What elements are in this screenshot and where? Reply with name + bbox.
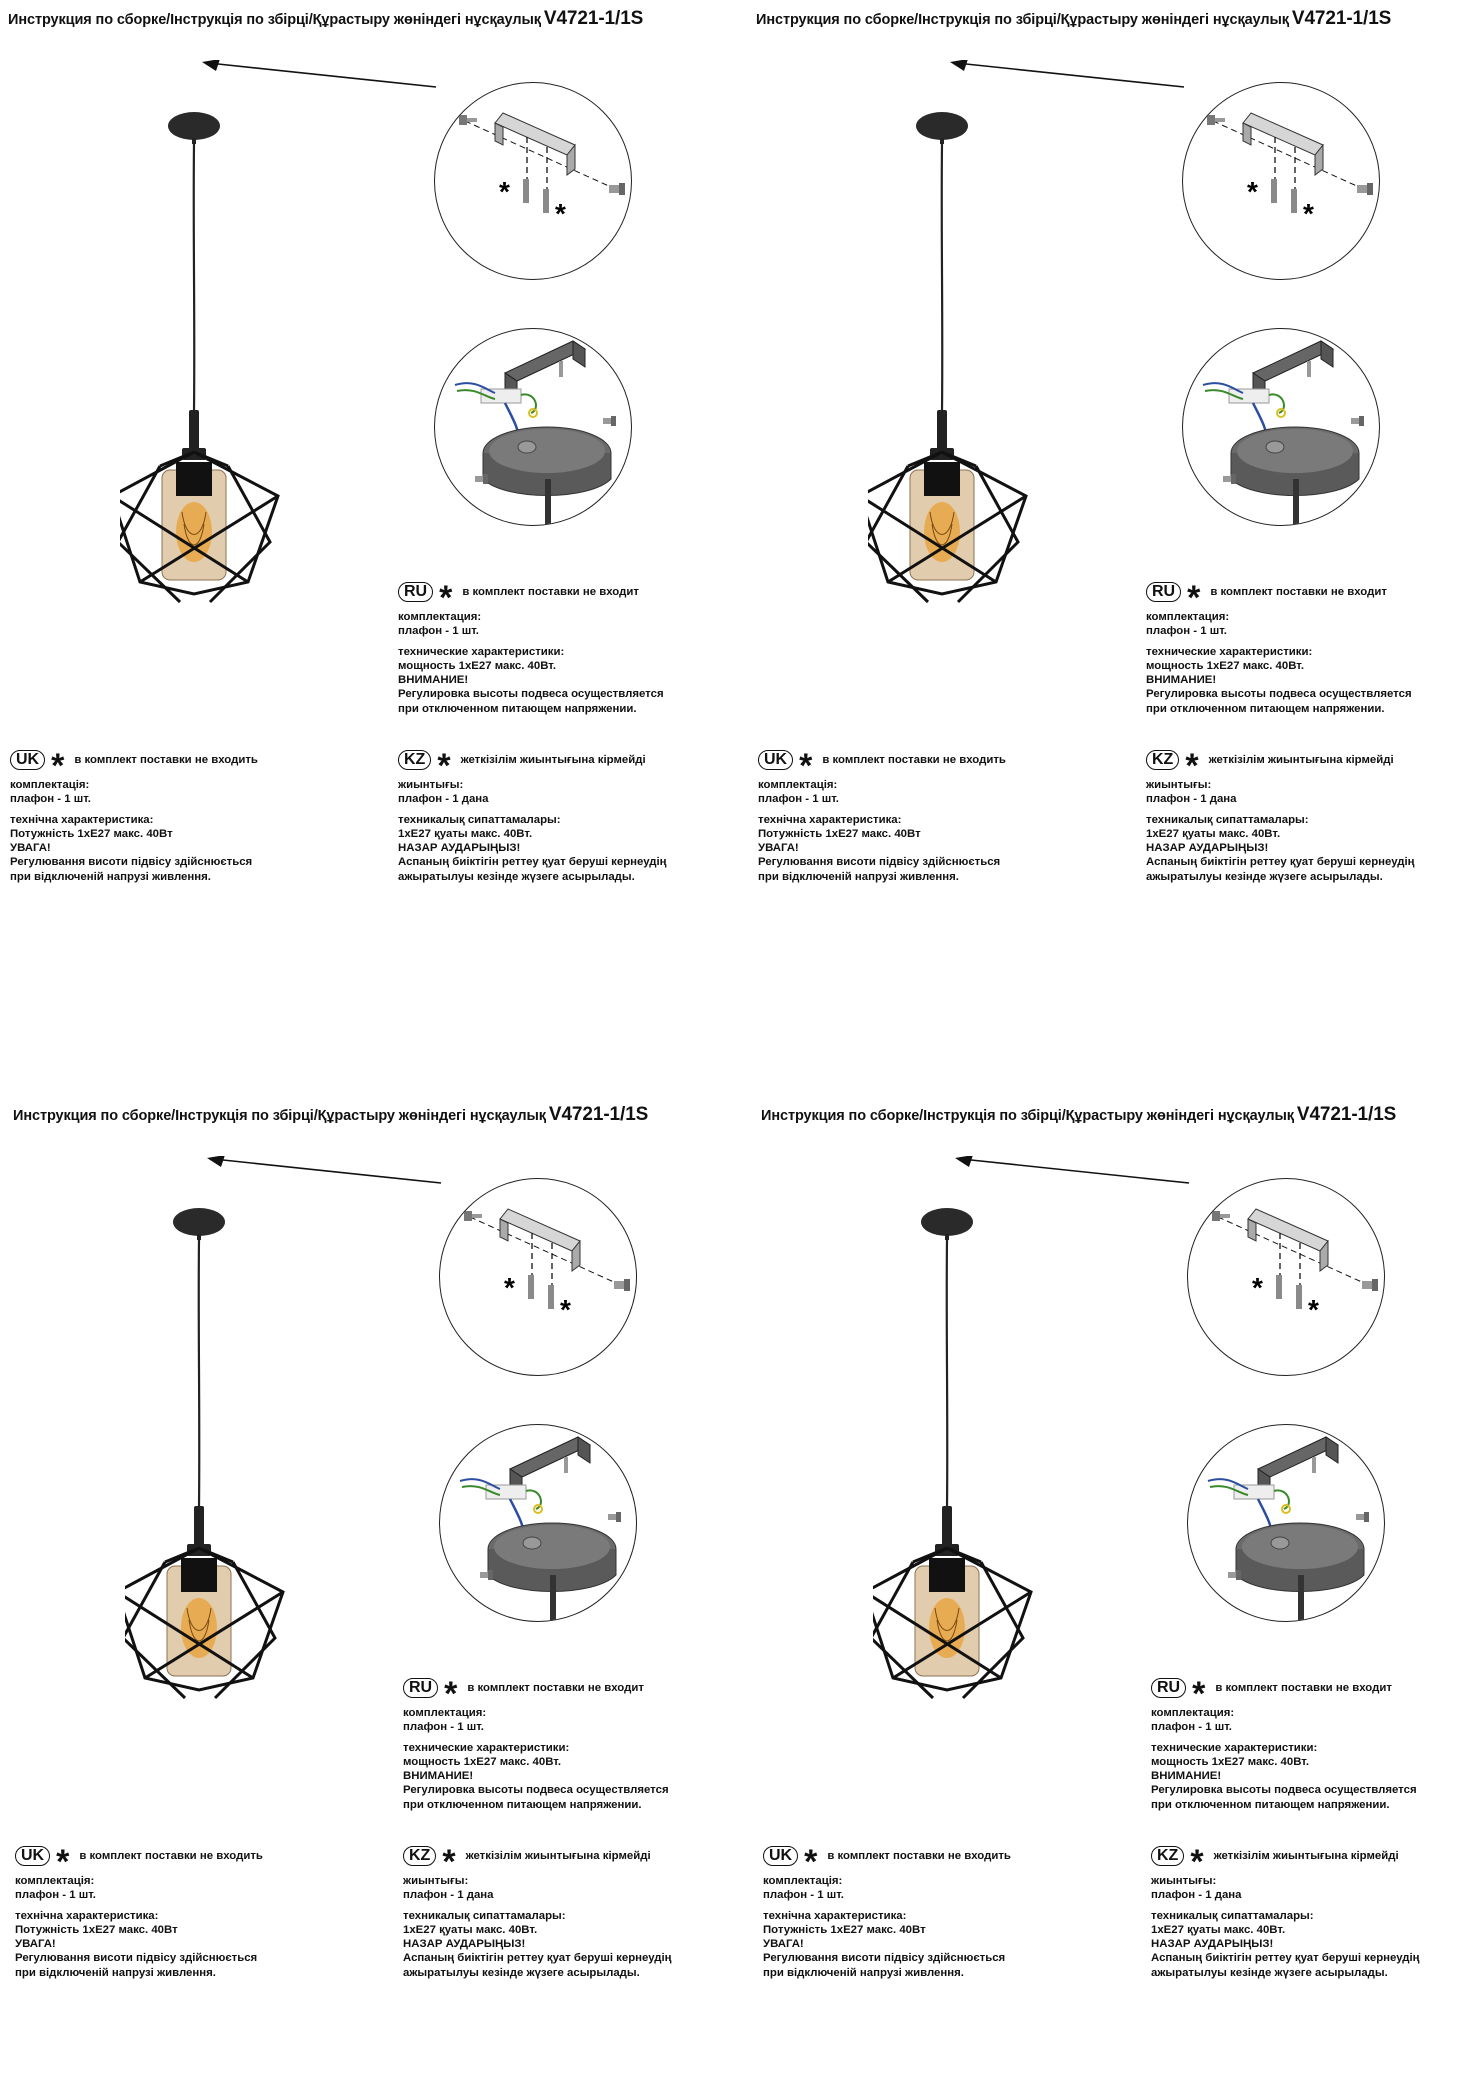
screw-icon xyxy=(603,416,616,426)
warning-text: при відключеній напрузі живлення. xyxy=(758,870,959,883)
screw-icon xyxy=(475,474,488,484)
warning-text: Регулировка высоты подвеса осуществляется xyxy=(1151,1784,1417,1797)
pointer-arrow xyxy=(200,60,440,90)
warning-heading: УВАГА! xyxy=(15,1938,56,1951)
ru-instructions xyxy=(1146,580,1412,716)
package-label: комплектація: xyxy=(10,779,90,791)
warning-heading: ВНИМАНИЕ! xyxy=(1146,674,1217,687)
asterisk-mark: * xyxy=(437,747,451,785)
warning-text: Аспаның биіктігін реттеу қуат беруші кернеудің xyxy=(1151,1952,1420,1965)
asterisk-mark: * xyxy=(56,1843,70,1881)
ceiling-canopy xyxy=(168,112,220,140)
page-title xyxy=(13,1104,648,1126)
package-label: комплектация: xyxy=(1151,1707,1235,1719)
uk-language-badge: UK xyxy=(758,750,793,770)
asterisk-mark: * xyxy=(804,1843,818,1881)
power-spec: 1хЕ27 қуаты макс. 40Вт. xyxy=(398,827,533,840)
specs-label: техникалық сипаттамалары: xyxy=(398,813,561,826)
specs-label: технические характеристики: xyxy=(1151,1741,1318,1754)
screw-icon xyxy=(459,115,477,125)
power-spec: 1хЕ27 қуаты макс. 40Вт. xyxy=(1151,1923,1286,1936)
uk-instructions xyxy=(10,748,258,884)
package-label: жиынтығы: xyxy=(398,779,464,791)
pointer-arrow xyxy=(948,60,1188,90)
package-content: плафон - 1 дана xyxy=(1146,793,1237,806)
mounting-bracket xyxy=(1248,1209,1328,1251)
warning-text: ажыратылуы кезінде жүзеге асырылады. xyxy=(1151,1966,1388,1979)
warning-text: Регулировка высоты подвеса осуществляется xyxy=(403,1784,669,1797)
not-included-note: жеткізілім жиынтығына кірмейді xyxy=(460,753,646,766)
specs-label: технічна характеристика: xyxy=(10,813,154,826)
package-content: плафон - 1 шт. xyxy=(1151,1721,1232,1734)
warning-text: Аспаның биіктігін реттеу қуат беруші кернеудің xyxy=(403,1952,672,1965)
screw-icon xyxy=(1223,474,1236,484)
bracket-mounting-diagram xyxy=(1182,82,1380,280)
warning-text: при отключенном питающем напряжении. xyxy=(398,702,637,715)
wall-plug-icon xyxy=(1271,179,1277,203)
asterisk-mark: * xyxy=(555,198,566,229)
package-content: плафон - 1 шт. xyxy=(403,1721,484,1734)
instruction-sheet xyxy=(0,0,732,1000)
wiring-connection-diagram xyxy=(1182,328,1380,526)
screw-icon xyxy=(1351,416,1364,426)
screw-icon xyxy=(1356,1512,1369,1522)
screw-icon xyxy=(614,1279,630,1291)
suspension-cord xyxy=(942,144,943,412)
wiring-connection-diagram xyxy=(439,1424,637,1622)
package-label: комплектация: xyxy=(403,1707,487,1719)
package-content: плафон - 1 шт. xyxy=(10,793,91,806)
wiring-connection-diagram xyxy=(1187,1424,1385,1622)
page-title xyxy=(756,8,1391,30)
warning-text: Регулювання висоти підвісу здійснюється xyxy=(10,856,253,869)
package-content: плафон - 1 шт. xyxy=(1146,625,1227,638)
specs-label: техникалық сипаттамалары: xyxy=(403,1909,566,1922)
suspension-cord xyxy=(199,1240,200,1508)
not-included-note: в комплект поставки не входить xyxy=(822,753,1006,766)
suspension-cord xyxy=(947,1240,948,1508)
pendant-lamp-illustration xyxy=(868,112,1058,632)
kz-instructions xyxy=(403,1844,672,1980)
power-spec: Потужність 1хЕ27 макс. 40Вт xyxy=(758,827,921,840)
package-content: плафон - 1 шт. xyxy=(763,1889,844,1902)
power-spec: Потужність 1хЕ27 макс. 40Вт xyxy=(15,1923,178,1936)
asterisk-mark: * xyxy=(560,1294,571,1325)
specs-label: технічна характеристика: xyxy=(763,1909,907,1922)
kz-language-badge: KZ xyxy=(403,1846,436,1866)
package-label: комплектація: xyxy=(763,1875,843,1887)
pendant-lamp-illustration xyxy=(120,112,310,632)
wall-plug-icon xyxy=(528,1275,534,1299)
asterisk-mark: * xyxy=(1185,747,1199,785)
ru-instructions xyxy=(403,1676,669,1812)
screw-icon xyxy=(464,1211,482,1221)
model-number: V4721-1/1S xyxy=(1296,1104,1397,1125)
instruction-sheet xyxy=(748,0,1465,1000)
asterisk-mark: * xyxy=(1247,176,1258,207)
lamp-holder xyxy=(194,1506,204,1546)
package-label: жиынтығы: xyxy=(403,1875,469,1887)
power-spec: Потужність 1хЕ27 макс. 40Вт xyxy=(763,1923,926,1936)
pendant-lamp-illustration xyxy=(125,1208,315,1728)
page-title xyxy=(8,8,643,30)
instruction-sheet xyxy=(753,1096,1465,2096)
kz-language-badge: KZ xyxy=(1146,750,1179,770)
warning-text: при отключенном питающем напряжении. xyxy=(1146,702,1385,715)
asterisk-mark: * xyxy=(444,1675,458,1713)
screw-icon xyxy=(480,1570,493,1580)
warning-heading: ВНИМАНИЕ! xyxy=(1151,1770,1222,1783)
not-included-note: в комплект поставки не входит xyxy=(1210,585,1387,598)
asterisk-mark: * xyxy=(1308,1294,1319,1325)
ceiling-canopy xyxy=(921,1208,973,1236)
not-included-note: жеткізілім жиынтығына кірмейді xyxy=(1213,1849,1399,1862)
specs-label: техникалық сипаттамалары: xyxy=(1146,813,1309,826)
not-included-note: в комплект поставки не входить xyxy=(827,1849,1011,1862)
specs-label: технические характеристики: xyxy=(1146,645,1313,658)
package-label: комплектація: xyxy=(758,779,838,791)
not-included-note: в комплект поставки не входит xyxy=(462,585,639,598)
warning-text: при відключеній напрузі живлення. xyxy=(10,870,211,883)
asterisk-mark: * xyxy=(499,176,510,207)
warning-heading: ВНИМАНИЕ! xyxy=(398,674,469,687)
power-spec: Потужність 1хЕ27 макс. 40Вт xyxy=(10,827,173,840)
uk-language-badge: UK xyxy=(15,1846,50,1866)
asterisk-mark: * xyxy=(51,747,65,785)
kz-instructions xyxy=(1146,748,1415,884)
kz-instructions xyxy=(1151,1844,1420,1980)
warning-text: Регулировка высоты подвеса осуществляется xyxy=(1146,688,1412,701)
lamp-holder xyxy=(937,410,947,450)
warning-text: Регулировка высоты подвеса осуществляется xyxy=(398,688,664,701)
asterisk-mark: * xyxy=(439,579,453,617)
package-content: плафон - 1 шт. xyxy=(758,793,839,806)
warning-heading: НАЗАР АУДАРЫҢЫЗ! xyxy=(1151,1938,1274,1951)
power-spec: 1хЕ27 қуаты макс. 40Вт. xyxy=(403,1923,538,1936)
screw-icon xyxy=(609,183,625,195)
package-label: жиынтығы: xyxy=(1151,1875,1217,1887)
screw-icon xyxy=(608,1512,621,1522)
ru-language-badge: RU xyxy=(403,1678,438,1698)
wiring-connection-diagram xyxy=(434,328,632,526)
warning-heading: ВНИМАНИЕ! xyxy=(403,1770,474,1783)
title-text: Инструкция по сборке/Інструкція по збірці/Құрастыру жөніндегі нұсқаулық xyxy=(761,1108,1294,1124)
warning-heading: УВАГА! xyxy=(763,1938,804,1951)
model-number: V4721-1/1S xyxy=(1291,8,1392,29)
uk-language-badge: UK xyxy=(10,750,45,770)
mounting-bracket xyxy=(500,1209,580,1251)
warning-text: Аспаның биіктігін реттеу қуат беруші кернеудің xyxy=(1146,856,1415,869)
package-content: плафон - 1 дана xyxy=(403,1889,494,1902)
asterisk-mark: * xyxy=(1187,579,1201,617)
kz-language-badge: KZ xyxy=(1151,1846,1184,1866)
pointer-arrow xyxy=(205,1156,445,1186)
model-number: V4721-1/1S xyxy=(543,8,644,29)
package-label: комплектация: xyxy=(398,611,482,623)
power-spec: мощность 1хЕ27 макс. 40Вт. xyxy=(398,659,557,672)
screw-icon xyxy=(1357,183,1373,195)
uk-instructions xyxy=(15,1844,263,1980)
screw-icon xyxy=(1228,1570,1241,1580)
ru-language-badge: RU xyxy=(398,582,433,602)
ru-instructions xyxy=(398,580,664,716)
warning-heading: НАЗАР АУДАРЫҢЫЗ! xyxy=(403,1938,526,1951)
asterisk-mark: * xyxy=(1252,1272,1263,1303)
power-spec: мощность 1хЕ27 макс. 40Вт. xyxy=(1151,1755,1310,1768)
kz-instructions xyxy=(398,748,667,884)
bracket-mounting-diagram xyxy=(439,1178,637,1376)
mounting-bracket xyxy=(1243,113,1323,155)
lamp-holder xyxy=(189,410,199,450)
asterisk-mark: * xyxy=(1192,1675,1206,1713)
not-included-note: в комплект поставки не входить xyxy=(79,1849,263,1862)
not-included-note: жеткізілім жиынтығына кірмейді xyxy=(465,1849,651,1862)
screw-icon xyxy=(1207,115,1225,125)
warning-heading: УВАГА! xyxy=(758,842,799,855)
asterisk-mark: * xyxy=(504,1272,515,1303)
title-text: Инструкция по сборке/Інструкція по збірці/Құрастыру жөніндегі нұсқаулық xyxy=(8,12,541,28)
package-label: комплектация: xyxy=(1146,611,1230,623)
specs-label: технічна характеристика: xyxy=(15,1909,159,1922)
warning-heading: НАЗАР АУДАРЫҢЫЗ! xyxy=(398,842,521,855)
package-label: жиынтығы: xyxy=(1146,779,1212,791)
pointer-arrow xyxy=(953,1156,1193,1186)
ceiling-canopy xyxy=(916,112,968,140)
warning-text: ажыратылуы кезінде жүзеге асырылады. xyxy=(403,1966,640,1979)
uk-language-badge: UK xyxy=(763,1846,798,1866)
warning-text: при отключенном питающем напряжении. xyxy=(403,1798,642,1811)
warning-text: при відключеній напрузі живлення. xyxy=(763,1966,964,1979)
suspension-cord xyxy=(194,144,195,412)
title-text: Инструкция по сборке/Інструкція по збірці/Құрастыру жөніндегі нұсқаулық xyxy=(13,1108,546,1124)
kz-language-badge: KZ xyxy=(398,750,431,770)
mounting-bracket xyxy=(495,113,575,155)
package-content: плафон - 1 дана xyxy=(1151,1889,1242,1902)
asterisk-mark: * xyxy=(1190,1843,1204,1881)
not-included-note: жеткізілім жиынтығына кірмейді xyxy=(1208,753,1394,766)
specs-label: технические характеристики: xyxy=(398,645,565,658)
ru-language-badge: RU xyxy=(1146,582,1181,602)
specs-label: технические характеристики: xyxy=(403,1741,570,1754)
package-content: плафон - 1 дана xyxy=(398,793,489,806)
specs-label: техникалық сипаттамалары: xyxy=(1151,1909,1314,1922)
screw-icon xyxy=(1362,1279,1378,1291)
bracket-mounting-diagram xyxy=(1187,1178,1385,1376)
package-content: плафон - 1 шт. xyxy=(398,625,479,638)
not-included-note: в комплект поставки не входить xyxy=(74,753,258,766)
package-content: плафон - 1 шт. xyxy=(15,1889,96,1902)
asterisk-mark: * xyxy=(442,1843,456,1881)
warning-text: ажыратылуы кезінде жүзеге асырылады. xyxy=(398,870,635,883)
ru-language-badge: RU xyxy=(1151,1678,1186,1698)
ceiling-canopy xyxy=(173,1208,225,1236)
warning-text: Регулювання висоти підвісу здійснюється xyxy=(763,1952,1006,1965)
power-spec: мощность 1хЕ27 макс. 40Вт. xyxy=(403,1755,562,1768)
not-included-note: в комплект поставки не входит xyxy=(1215,1681,1392,1694)
warning-text: Регулювання висоти підвісу здійснюється xyxy=(15,1952,258,1965)
page-title xyxy=(761,1104,1396,1126)
uk-instructions xyxy=(758,748,1006,884)
wall-plug-icon xyxy=(1276,1275,1282,1299)
warning-heading: НАЗАР АУДАРЫҢЫЗ! xyxy=(1146,842,1269,855)
wall-plug-icon xyxy=(523,179,529,203)
ru-instructions xyxy=(1151,1676,1417,1812)
not-included-note: в комплект поставки не входит xyxy=(467,1681,644,1694)
title-text: Инструкция по сборке/Інструкція по збірці/Құрастыру жөніндегі нұсқаулық xyxy=(756,12,1289,28)
instruction-sheet xyxy=(5,1096,737,2096)
model-number: V4721-1/1S xyxy=(548,1104,649,1125)
uk-instructions xyxy=(763,1844,1011,1980)
warning-text: при отключенном питающем напряжении. xyxy=(1151,1798,1390,1811)
power-spec: мощность 1хЕ27 макс. 40Вт. xyxy=(1146,659,1305,672)
warning-text: Аспаның биіктігін реттеу қуат беруші кернеудің xyxy=(398,856,667,869)
specs-label: технічна характеристика: xyxy=(758,813,902,826)
bracket-mounting-diagram xyxy=(434,82,632,280)
package-label: комплектація: xyxy=(15,1875,95,1887)
asterisk-mark: * xyxy=(1303,198,1314,229)
warning-heading: УВАГА! xyxy=(10,842,51,855)
power-spec: 1хЕ27 қуаты макс. 40Вт. xyxy=(1146,827,1281,840)
lamp-holder xyxy=(942,1506,952,1546)
warning-text: при відключеній напрузі живлення. xyxy=(15,1966,216,1979)
screw-icon xyxy=(1212,1211,1230,1221)
warning-text: ажыратылуы кезінде жүзеге асырылады. xyxy=(1146,870,1383,883)
warning-text: Регулювання висоти підвісу здійснюється xyxy=(758,856,1001,869)
pendant-lamp-illustration xyxy=(873,1208,1063,1728)
asterisk-mark: * xyxy=(799,747,813,785)
